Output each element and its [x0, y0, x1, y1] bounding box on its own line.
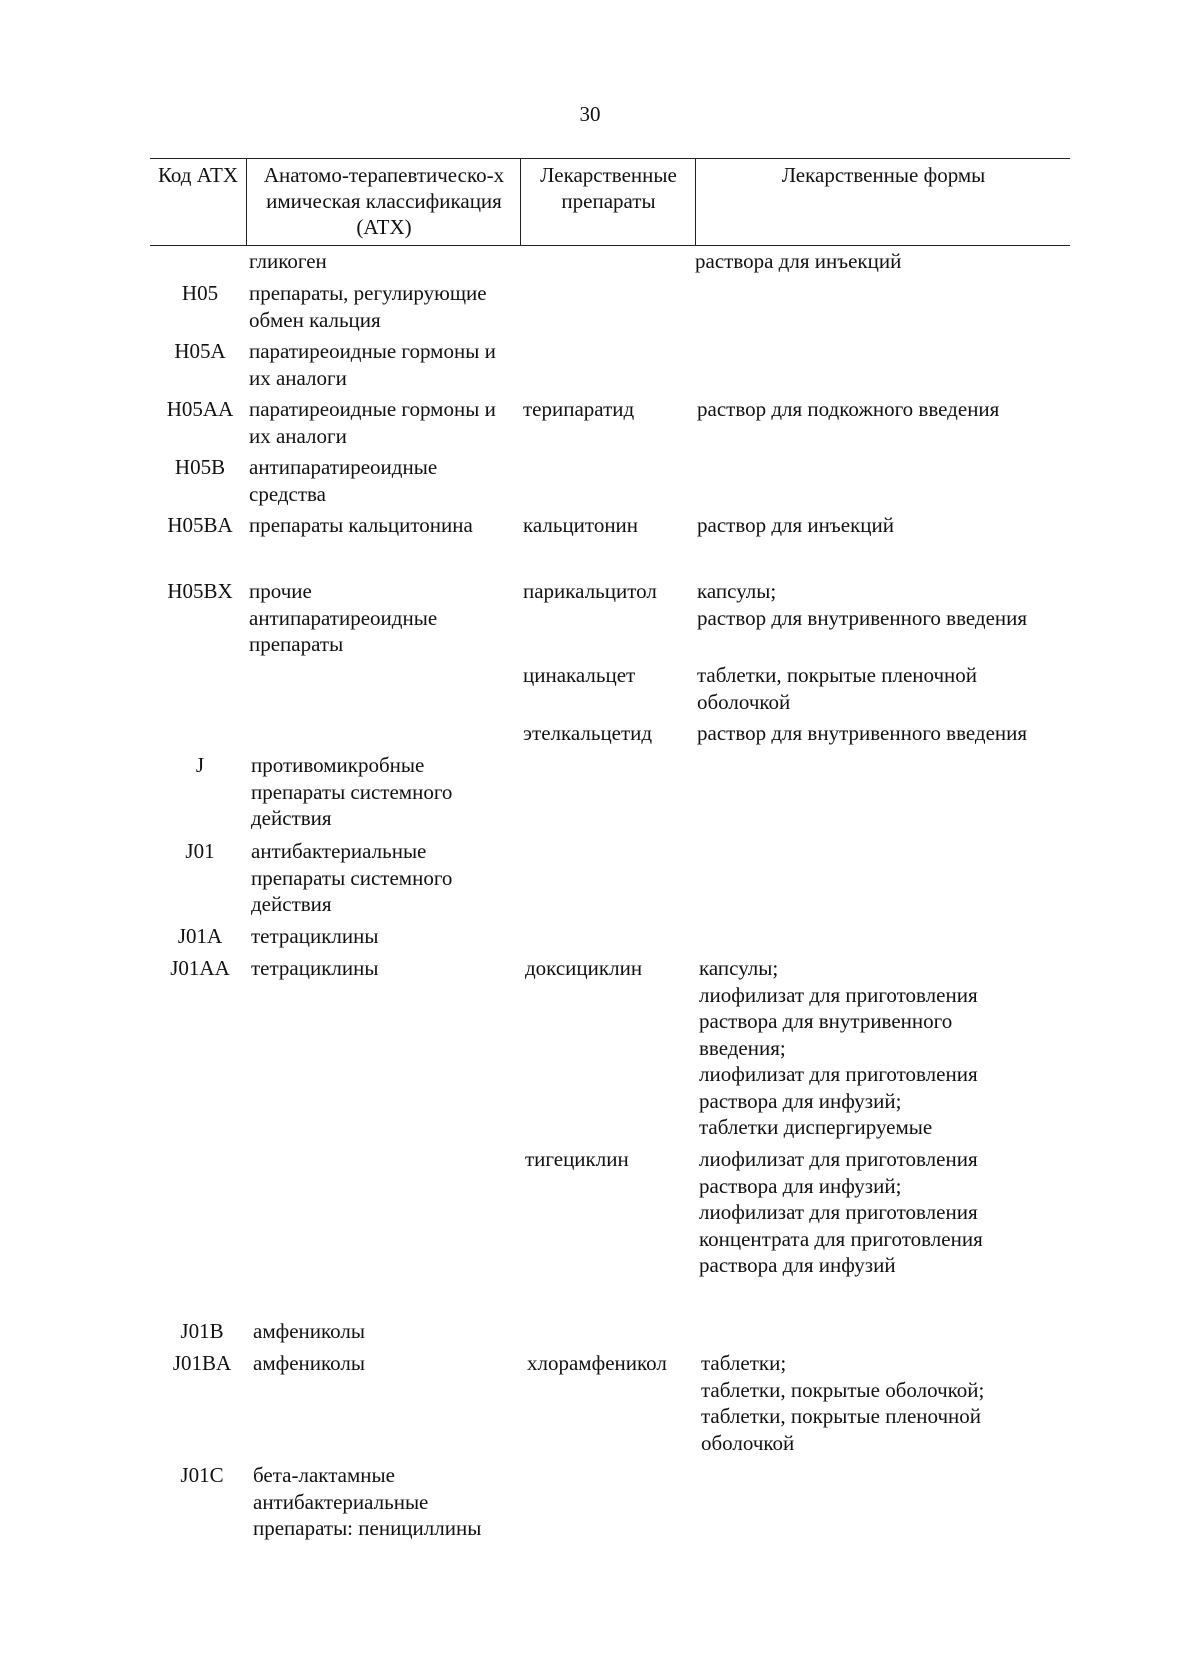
- row-drug: парикальцитол: [523, 579, 657, 603]
- row-code: H05A: [174, 339, 226, 363]
- row-drug: хлорамфеникол: [527, 1351, 667, 1375]
- row-classification: препараты кальцитонина: [249, 513, 473, 537]
- row-code: J01C: [180, 1463, 224, 1487]
- row-classification: бета-лактамные антибактериальные препараты: пенициллины: [253, 1463, 482, 1540]
- row-classification: тетрациклины: [251, 956, 379, 980]
- row-code: J01AA: [170, 956, 230, 980]
- row-classification: амфениколы: [253, 1319, 365, 1343]
- row-classification: амфениколы: [253, 1351, 365, 1375]
- row-drug: тигециклин: [525, 1147, 629, 1171]
- row-form: лиофилизат для приготовления раствора для инфузий; лиофилизат для приготовления концентрата для приготовления раствора для инфузий: [699, 1147, 983, 1277]
- header-divider-2: [520, 158, 521, 245]
- row-code: H05AA: [166, 397, 234, 421]
- row-classification: антипаратиреоидные средства: [249, 455, 438, 506]
- row-form: раствор для внутривенного введения: [697, 721, 1028, 745]
- row-classification: антибактериальные препараты системного действия: [251, 839, 453, 916]
- row-classification: паратиреоидные гормоны и их аналоги: [249, 397, 496, 448]
- header-code: Код АТХ: [157, 163, 239, 187]
- row-drug: терипаратид: [523, 397, 635, 421]
- row-drug: доксициклин: [525, 956, 643, 980]
- row-code: J01: [185, 839, 215, 863]
- row-form: капсулы; раствор для внутривенного введения: [697, 579, 1028, 630]
- row-code: H05: [181, 281, 219, 305]
- header-classification: Анатомо-терапевтическо-х имическая классификация (АТХ): [263, 163, 505, 239]
- header-drugs: Лекарственные препараты: [540, 163, 677, 213]
- row-drug: этелкальцетид: [523, 721, 653, 745]
- row-code: J01A: [177, 924, 223, 948]
- row-code: J01B: [180, 1319, 224, 1343]
- row-classification: гликоген: [249, 249, 327, 273]
- row-code: J: [195, 753, 205, 777]
- row-form: раствор для подкожного введения: [697, 397, 1000, 421]
- header-divider-3: [695, 158, 696, 245]
- row-form: раствор для инъекций: [697, 513, 894, 537]
- row-code: H05B: [174, 455, 226, 479]
- row-form: раствора для инъекций: [695, 249, 902, 273]
- row-form: капсулы; лиофилизат для приготовления раствора для внутривенного введения; лиофилизат для приготовления раствора для инфузий; таблетки диспергируемые: [699, 956, 978, 1139]
- header-divider-1: [246, 158, 247, 245]
- row-drug: кальцитонин: [523, 513, 639, 537]
- table-top-rule: [150, 158, 1070, 159]
- row-drug: цинакальцет: [523, 663, 636, 687]
- row-classification: противомикробные препараты системного действия: [251, 753, 453, 830]
- row-form: таблетки; таблетки, покрытые оболочкой; таблетки, покрытые пленочной оболочкой: [701, 1351, 985, 1455]
- row-classification: прочие антипаратиреоидные препараты: [249, 579, 438, 656]
- row-form: таблетки, покрытые пленочной оболочкой: [697, 663, 978, 714]
- row-code: H05BA: [167, 513, 233, 537]
- row-code: H05BX: [167, 579, 233, 603]
- row-code: J01BA: [172, 1351, 232, 1375]
- header-forms: Лекарственные формы: [781, 163, 986, 187]
- page-number: 30: [579, 102, 601, 126]
- table-header-rule: [150, 245, 1070, 246]
- row-classification: тетрациклины: [251, 924, 379, 948]
- row-classification: препараты, регулирующие обмен кальция: [249, 281, 487, 332]
- row-classification: паратиреоидные гормоны и их аналоги: [249, 339, 496, 390]
